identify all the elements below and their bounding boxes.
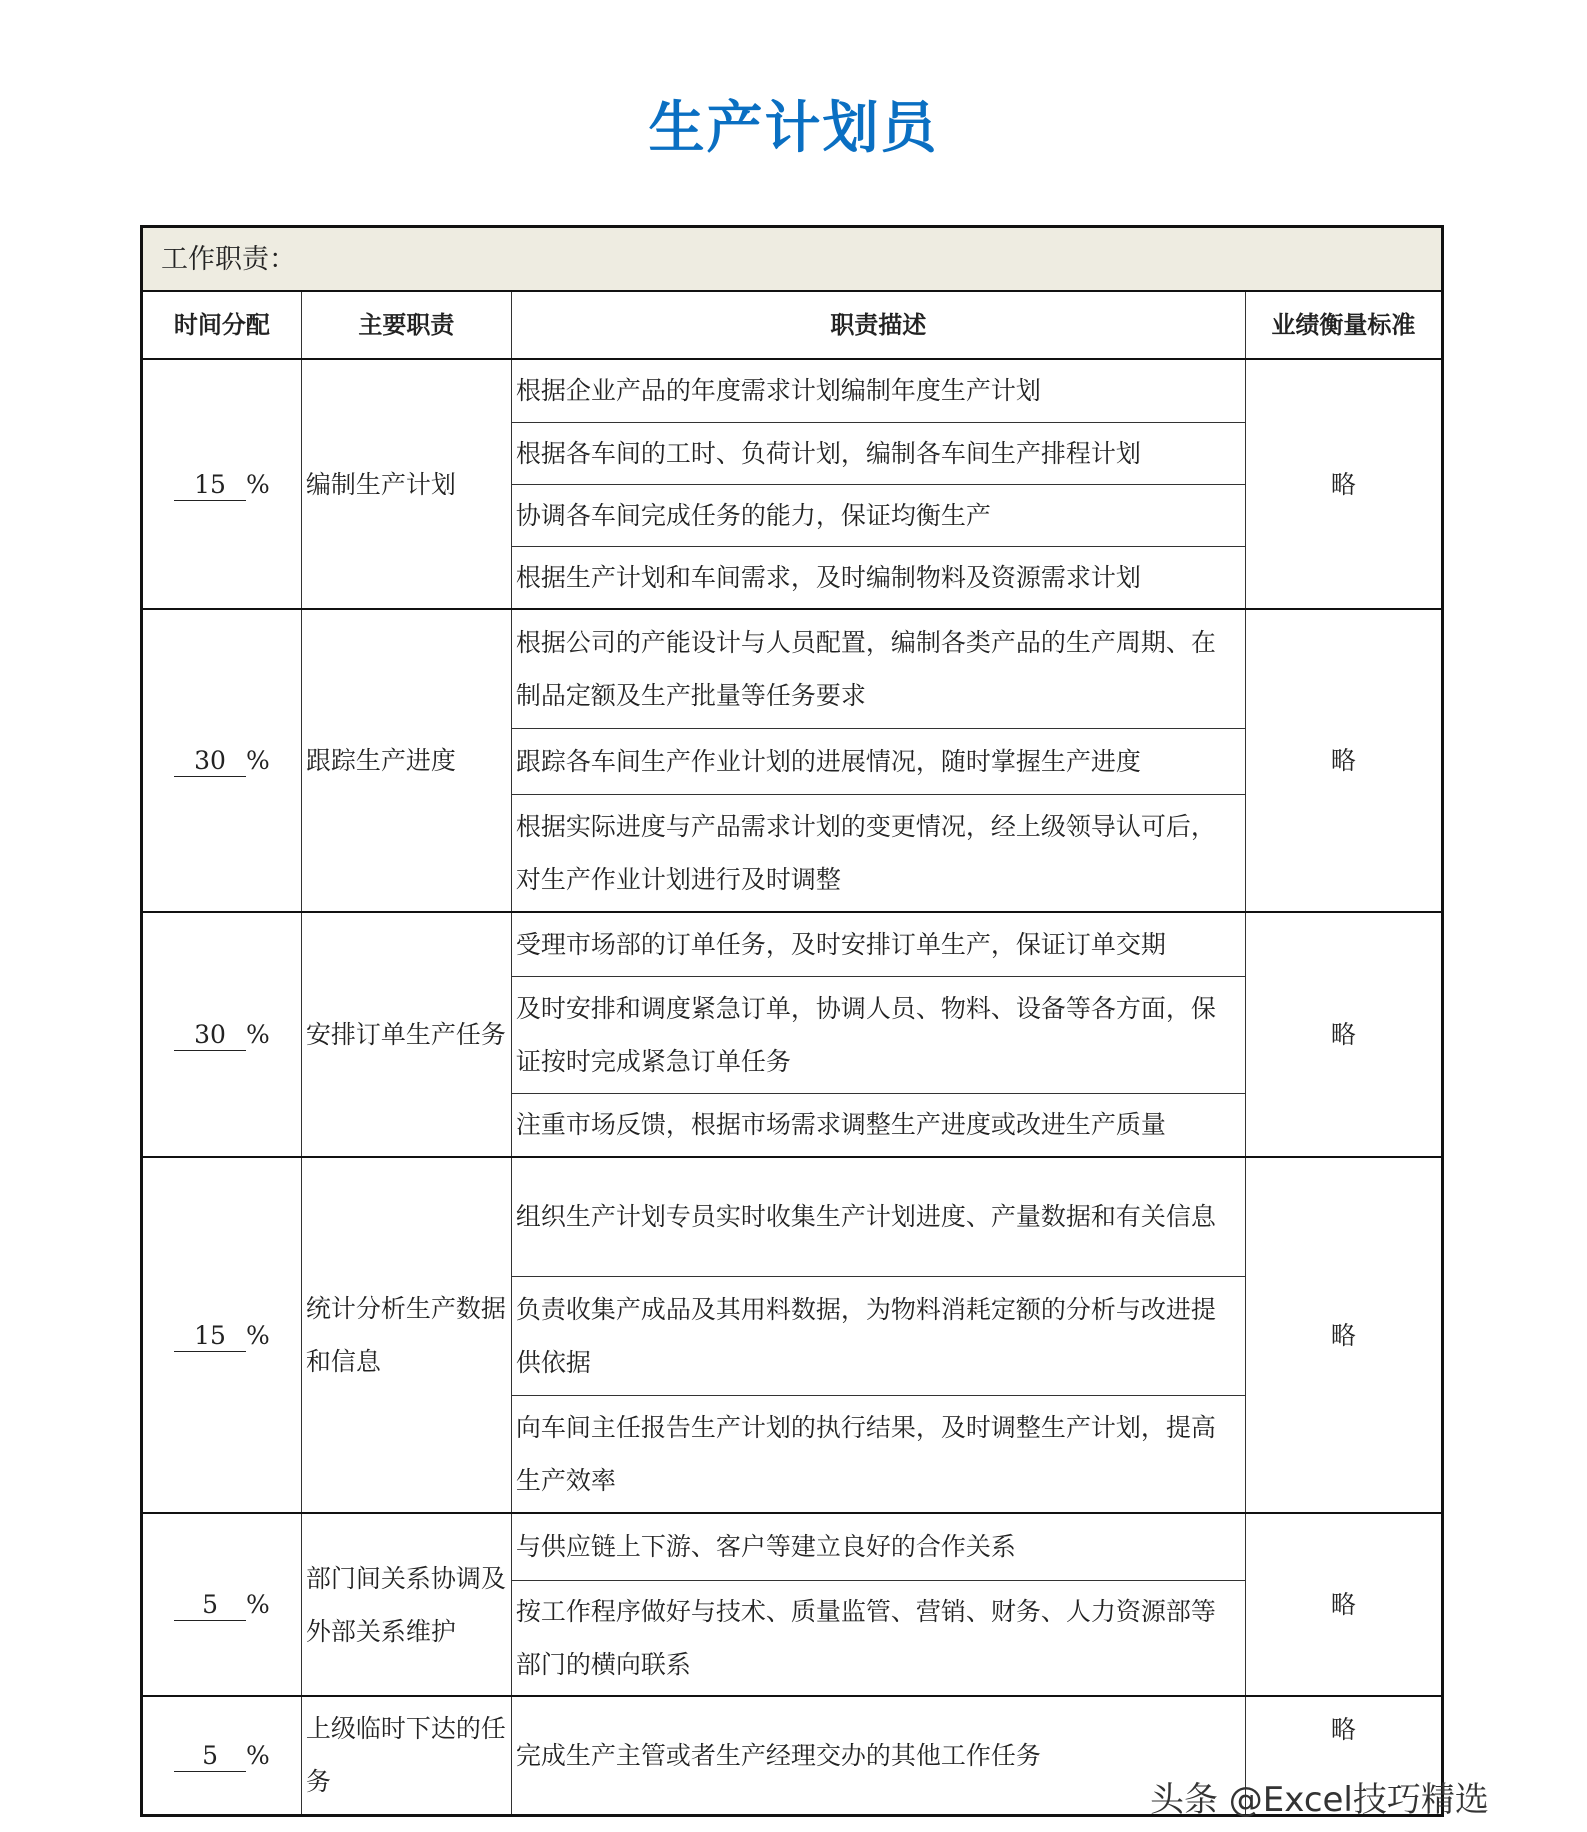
percent-sign: % — [246, 469, 270, 499]
duty-description: 与供应链上下游、客户等建立良好的合作关系 — [511, 1513, 1245, 1580]
percent-sign: % — [246, 746, 270, 775]
main-duty: 上级临时下达的任务 — [301, 1696, 511, 1815]
duty-description: 根据实际进度与产品需求计划的变更情况，经上级领导认可后，对生产作业计划进行及时调整 — [511, 794, 1245, 912]
time-percent — [142, 609, 302, 912]
percent-sign: % — [246, 1590, 270, 1619]
duty-description: 根据公司的产能设计与人员配置，编制各类产品的生产周期、在制品定额及生产批量等任务要求 — [511, 609, 1245, 728]
main-duty: 安排订单生产任务 — [301, 912, 511, 1157]
main-duty: 统计分析生产数据和信息 — [301, 1157, 511, 1513]
percent-value: 5 — [174, 1590, 246, 1621]
duty-description: 协调各车间完成任务的能力，保证均衡生产 — [511, 484, 1245, 546]
time-percent — [142, 912, 302, 1157]
header-description: 职责描述 — [511, 291, 1245, 359]
percent-value: 15 — [174, 1321, 246, 1352]
time-percent — [142, 359, 302, 609]
percent-value: 5 — [174, 1741, 246, 1772]
duty-description: 根据企业产品的年度需求计划编制年度生产计划 — [511, 359, 1245, 422]
percent-value: 30 — [174, 1020, 246, 1051]
main-duty: 部门间关系协调及外部关系维护 — [301, 1513, 511, 1696]
header-duty: 主要职责 — [301, 291, 511, 359]
duty-description: 注重市场反馈，根据市场需求调整生产进度或改进生产质量 — [511, 1093, 1245, 1157]
percent-value: 30 — [174, 746, 246, 777]
time-percent — [142, 1696, 302, 1815]
performance-standard: 略 — [1245, 1157, 1442, 1513]
duty-description: 跟踪各车间生产作业计划的进展情况，随时掌握生产进度 — [511, 728, 1245, 794]
percent-sign: % — [246, 1740, 270, 1770]
watermark: 头条 @Excel技巧精选 — [1150, 1780, 1489, 1820]
time-percent — [142, 1513, 302, 1696]
performance-standard: 略 — [1245, 1513, 1442, 1696]
page-title: 生产计划员 — [648, 96, 939, 161]
performance-standard: 略 — [1245, 609, 1442, 912]
header-standard: 业绩衡量标准 — [1245, 291, 1442, 359]
main-duty: 编制生产计划 — [301, 359, 511, 609]
duty-description: 受理市场部的订单任务，及时安排订单生产，保证订单交期 — [511, 912, 1245, 976]
duty-description: 负责收集产成品及其用料数据，为物料消耗定额的分析与改进提供依据 — [511, 1276, 1245, 1395]
duty-description: 及时安排和调度紧急订单，协调人员、物料、设备等各方面，保证按时完成紧急订单任务 — [511, 976, 1245, 1093]
table-row — [142, 609, 1443, 728]
table-row — [142, 1513, 1443, 1580]
duty-description: 向车间主任报告生产计划的执行结果，及时调整生产计划，提高生产效率 — [511, 1395, 1245, 1513]
table-row — [142, 1157, 1443, 1276]
performance-standard: 略 — [1245, 359, 1442, 609]
header-time: 时间分配 — [142, 291, 302, 359]
performance-standard: 略 — [1245, 912, 1442, 1157]
percent-value: 15 — [174, 470, 246, 501]
duty-description: 根据生产计划和车间需求，及时编制物料及资源需求计划 — [511, 546, 1245, 609]
table-row — [142, 359, 1443, 422]
time-percent — [142, 1157, 302, 1513]
section-label: 工作职责： — [142, 227, 1443, 292]
job-duties-table — [140, 225, 1444, 1817]
percent-sign: % — [246, 1020, 270, 1049]
duty-description: 完成生产主管或者生产经理交办的其他工作任务 — [511, 1696, 1245, 1815]
performance-standard: 略 — [1245, 1696, 1442, 1815]
duty-description: 根据各车间的工时、负荷计划，编制各车间生产排程计划 — [511, 422, 1245, 484]
duty-description: 组织生产计划专员实时收集生产计划进度、产量数据和有关信息 — [511, 1157, 1245, 1276]
duty-description: 按工作程序做好与技术、质量监管、营销、财务、人力资源部等部门的横向联系 — [511, 1580, 1245, 1696]
table-row — [142, 912, 1443, 976]
main-duty: 跟踪生产进度 — [301, 609, 511, 912]
percent-sign: % — [246, 1320, 270, 1350]
